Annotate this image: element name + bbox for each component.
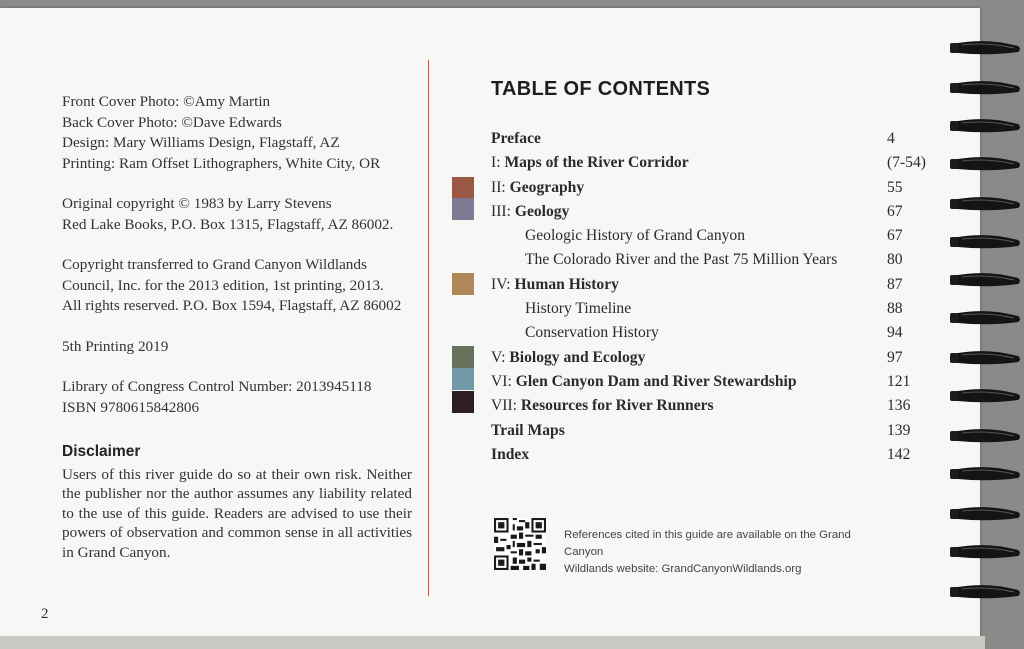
transfer-block — [62, 255, 412, 317]
toc-entry-page: 87 — [887, 275, 903, 293]
binding-coil — [948, 388, 1024, 404]
binding-coil — [948, 40, 1024, 56]
toc-entry-label: Conservation History — [525, 324, 659, 342]
toc-entry[interactable] — [491, 346, 931, 370]
toc-entry-label: II: Geography — [491, 178, 585, 196]
toc-entry-page: 80 — [887, 251, 903, 269]
toc-entry[interactable] — [491, 127, 931, 151]
binding-coil — [948, 156, 1024, 172]
glen-canyon-color-tab — [452, 368, 474, 390]
binding-coil — [948, 196, 1024, 212]
geography-color-tab — [452, 177, 474, 199]
copyright-line: Red Lake Books, P.O. Box 1315, Flagstaff, AZ 86002. — [62, 215, 394, 233]
credits-block — [62, 92, 412, 174]
toc-entry[interactable] — [491, 176, 931, 200]
imprint-column — [62, 92, 412, 562]
toc-subentry[interactable] — [491, 224, 931, 248]
binding-coil — [948, 234, 1024, 250]
disclaimer-title: Disclaimer — [62, 443, 141, 460]
toc-entry-label: Index — [491, 445, 530, 463]
toc-entry-page: 97 — [887, 348, 903, 366]
references-note — [564, 527, 884, 578]
toc-entry[interactable] — [491, 151, 931, 175]
lccn-line: Library of Congress Control Number: 2013945118 — [62, 378, 372, 395]
toc-entry[interactable] — [491, 273, 931, 297]
binding-coil — [948, 80, 1024, 96]
human-history-color-tab — [452, 273, 474, 295]
copyright-line: Original copyright © 1983 by Larry Stevens — [62, 195, 332, 212]
toc-entry-page: 67 — [887, 202, 903, 220]
toc-entry-page: 4 — [887, 130, 895, 147]
toc-entry-page: 142 — [887, 445, 911, 463]
toc-entry[interactable] — [491, 443, 931, 467]
library-block — [62, 377, 412, 418]
toc-entry[interactable] — [491, 200, 931, 224]
toc-entry-page: 88 — [887, 300, 903, 318]
toc-entry-page: 55 — [887, 178, 903, 196]
page-number: 2 — [41, 606, 49, 622]
toc-entry-label: History Timeline — [525, 300, 632, 318]
toc-entry[interactable] — [491, 370, 931, 394]
column-divider — [428, 60, 429, 596]
toc-entry-label: Trail Maps — [491, 421, 565, 439]
toc-entry-page: 67 — [887, 227, 903, 245]
toc-entry-label: I: Maps of the River Corridor — [491, 154, 689, 172]
transfer-line: Copyright transferred to Grand Canyon Wildlands — [62, 256, 367, 273]
binding-coil — [948, 350, 1024, 366]
disclaimer-body: Users of this river guide do so at their own risk. Neither the publisher nor the author assumes any liability related to the use of this guide. Readers are advised to use their powers of observation and common sense in all activities in Grand Canyon. — [62, 465, 412, 561]
toc-entry-page: 139 — [887, 421, 911, 439]
toc-entry-page: 94 — [887, 324, 903, 342]
credit-line: Printing: Ram Offset Lithographers, White City, OR — [62, 154, 381, 172]
toc-entry-label: The Colorado River and the Past 75 Million Years — [525, 251, 838, 269]
toc-entry-label: VI: Glen Canyon Dam and River Stewardship — [491, 372, 797, 390]
biology-color-tab — [452, 346, 474, 368]
toc-entry[interactable] — [491, 394, 931, 418]
binding-coil — [948, 584, 1024, 600]
credit-line: Design: Mary Williams Design, Flagstaff, AZ — [62, 134, 340, 151]
printing-line: 5th Printing 2019 — [62, 337, 169, 355]
toc-entry-label: Preface — [491, 130, 541, 147]
toc-subentry[interactable] — [491, 321, 931, 345]
binding-coil — [948, 428, 1024, 444]
binding-coil — [948, 118, 1024, 134]
toc-list — [491, 127, 931, 467]
toc-subentry[interactable] — [491, 297, 931, 321]
toc-entry-page: 136 — [887, 397, 911, 415]
toc-subentry[interactable] — [491, 248, 931, 272]
toc-entry-label: IV: Human History — [491, 275, 619, 293]
credit-line: Front Cover Photo: ©Amy Martin — [62, 93, 271, 110]
binding-coil — [948, 544, 1024, 560]
toc-entry-label: VII: Resources for River Runners — [491, 397, 714, 415]
copyright-block — [62, 194, 412, 235]
toc-title: TABLE OF CONTENTS — [491, 78, 711, 100]
binding-coil — [948, 310, 1024, 326]
credit-line: Back Cover Photo: ©Dave Edwards — [62, 113, 282, 131]
references-line: References cited in this guide are available on the Grand Canyon — [564, 529, 851, 558]
isbn-line: ISBN 9780615842806 — [62, 398, 200, 416]
transfer-line: Council, Inc. for the 2013 edition, 1st printing, 2013. — [62, 276, 384, 294]
transfer-line: All rights reserved. P.O. Box 1594, Flagstaff, AZ 86002 — [62, 297, 402, 314]
toc-entry-page: (7-54) — [887, 154, 926, 172]
references-link[interactable]: Wildlands website: GrandCanyonWildlands.org — [564, 563, 802, 575]
toc-entry-label: Geologic History of Grand Canyon — [525, 227, 746, 245]
toc-entry[interactable] — [491, 419, 931, 443]
resources-color-tab — [452, 391, 474, 413]
binding-coil — [948, 506, 1024, 522]
binding-coil — [948, 272, 1024, 288]
qr-code-icon[interactable] — [494, 518, 546, 570]
printing-block — [62, 337, 412, 358]
toc-entry-label: III: Geology — [491, 202, 570, 220]
binding-coil — [948, 466, 1024, 482]
toc-entry-page: 121 — [887, 372, 911, 390]
page-edge — [0, 636, 985, 649]
toc-entry-label: V: Biology and Ecology — [491, 348, 646, 366]
geology-color-tab — [452, 198, 474, 220]
